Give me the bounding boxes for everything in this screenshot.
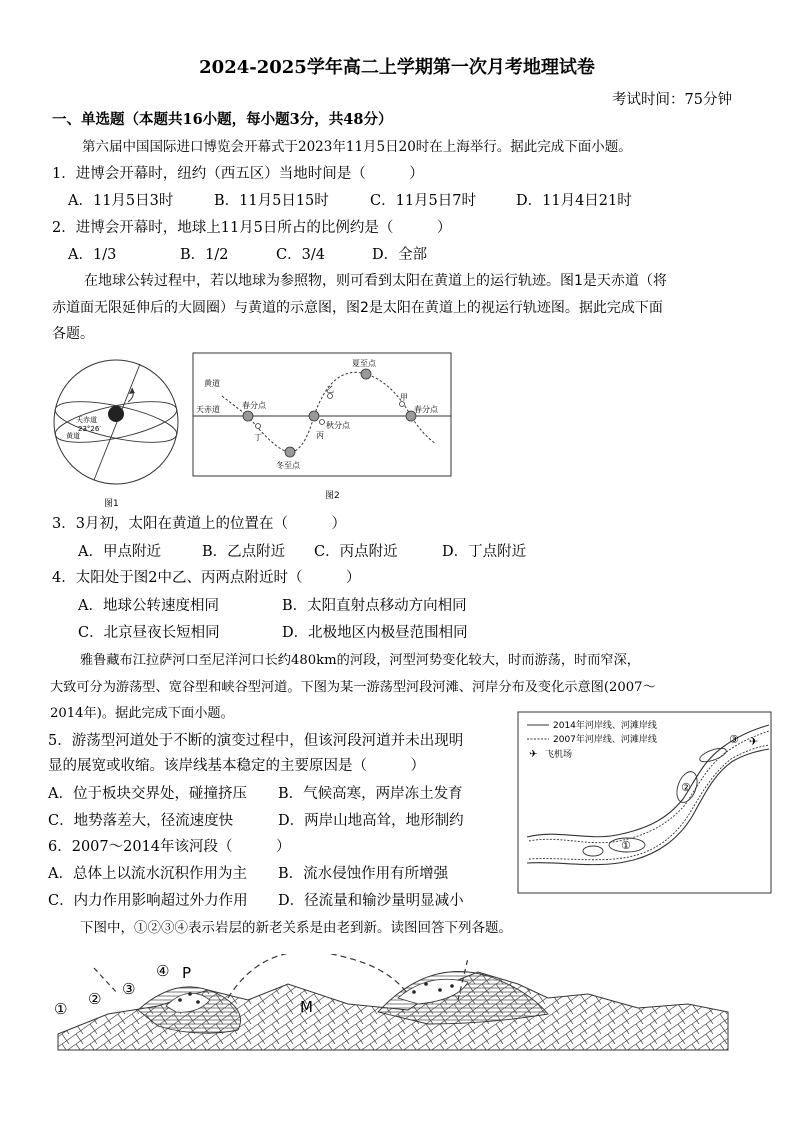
river-marker-2: ② (681, 781, 691, 794)
fig2-label-celestial-equator: 天赤道 (196, 405, 220, 414)
intro-2-line-3: 各题。 (52, 326, 94, 342)
figure-2-caption: 图2 (325, 491, 340, 501)
fig2-label-ecliptic: 黄道 (204, 379, 220, 388)
question-3-option-a[interactable]: A．甲点附近 (78, 544, 161, 560)
question-2-stem: 2．进博会开幕时，地球上11月5日所占的比例约是（ ） (52, 220, 452, 236)
intro-3-line-3: 2014年)。据此完成下面小题。 (50, 706, 234, 721)
fig2-summer-solstice: 夏至点 (352, 359, 376, 368)
river-marker-3: ③ (729, 733, 739, 746)
intro-4: 下图中，①②③④表示岩层的新老关系是由老到新。读图回答下列各题。 (80, 920, 512, 936)
question-2-option-b[interactable]: B．1/2 (180, 247, 229, 263)
question-1-option-c[interactable]: C．11月5日7时 (370, 193, 476, 209)
intro-3-line-1: 雅鲁藏布江拉萨河口至尼洋河口长约480km的河段，河型河势变化较大，时而游荡，时而窄深， (80, 653, 640, 668)
legend-2014: 2014年河岸线、河滩岸线 (553, 721, 657, 731)
fig2-vernal-equinox-1: 春分点 (242, 401, 266, 410)
intro-2-line-2: 赤道面无限延伸后的大圆圈）与黄道的示意图，图2是太阳在黄道上的视运行轨迹图。据此完成下面 (52, 300, 663, 316)
question-1-option-d[interactable]: D．11月4日21时 (516, 193, 632, 209)
river-channel-map (517, 711, 773, 895)
question-1-option-a[interactable]: A．11月5日3时 (68, 193, 174, 209)
exam-time: 考试时间：75分钟 (612, 92, 732, 108)
question-4-option-b[interactable]: B．太阳直射点移动方向相同 (282, 598, 467, 614)
point-label-p: P (182, 964, 192, 982)
airport-icon: ✈ (529, 749, 538, 760)
legend-2007: 2007年河岸线、河滩岸线 (553, 735, 657, 745)
question-4-option-d[interactable]: D．北极地区内极昼范围相同 (282, 625, 468, 641)
question-6-option-c[interactable]: C．内力作用影响超过外力作用 (48, 893, 248, 909)
question-6-option-d[interactable]: D．径流量和输沙量明显减小 (278, 893, 464, 909)
layer-label-2: ② (88, 990, 102, 1008)
question-2-option-d[interactable]: D．全部 (372, 247, 428, 263)
question-5-line-1: 5．游荡型河道处于不断的演变过程中，但该河段河道并未出现明 (48, 733, 464, 749)
question-5-option-d[interactable]: D．两岸山地高耸，地形制约 (278, 813, 464, 829)
question-4-option-c[interactable]: C．北京昼夜长短相同 (78, 625, 220, 641)
intro-3-line-2: 大致可分为游荡型、宽谷型和峡谷型河道。下图为某一游荡型河段河滩、河岸分布及变化示意图(2007～ (50, 680, 656, 695)
layer-label-4: ④ (156, 962, 170, 980)
fig1-label-angle: 23°26′ (78, 425, 101, 433)
figure-1-celestial-sphere (50, 352, 190, 512)
section-heading: 一、单选题（本题共16小题，每小题3分，共48分） (52, 111, 393, 128)
question-5-line-2: 显的展宽或收缩。该岸线基本稳定的主要原因是（ ） (48, 758, 425, 774)
question-6-option-b[interactable]: B．流水侵蚀作用有所增强 (278, 866, 449, 882)
fig2-vernal-equinox-2: 春分点 (414, 405, 438, 414)
question-5-option-b[interactable]: B．气候高寒，两岸冻土发育 (278, 786, 463, 802)
figure-2-ecliptic-path (192, 352, 454, 504)
question-5-option-c[interactable]: C．地势落差大，径流速度快 (48, 813, 234, 829)
intro-1: 第六届中国国际进口博览会开幕式于2023年11月5日20时在上海举行。据此完成下面小题。 (82, 139, 632, 155)
question-3-option-d[interactable]: D．丁点附近 (442, 544, 527, 560)
question-3-stem: 3．3月初，太阳在黄道上的位置在（ ） (52, 516, 346, 532)
fig2-point-yi: 乙 (326, 385, 334, 394)
question-6-option-a[interactable]: A．总体上以流水沉积作用为主 (48, 866, 247, 882)
airport-location-icon: ✈ (749, 735, 759, 748)
figure-1-caption: 图1 (104, 499, 119, 509)
question-1-stem: 1．进博会开幕时，纽约（西五区）当地时间是（ ） (52, 166, 424, 182)
question-2-option-c[interactable]: C．3/4 (276, 247, 325, 263)
question-4-stem: 4．太阳处于图2中乙、丙两点附近时（ ） (52, 570, 361, 586)
question-2-option-a[interactable]: A．1/3 (68, 247, 117, 263)
legend-airport: 飞机场 (545, 750, 573, 760)
intro-2-line-1: 在地球公转过程中，若以地球为参照物，则可看到太阳在黄道上的运行轨迹。图1是天赤道（将 (84, 273, 667, 289)
fig2-point-jia: 甲 (400, 393, 408, 402)
question-4-option-a[interactable]: A．地球公转速度相同 (78, 598, 219, 614)
river-marker-1: ① (621, 839, 631, 852)
point-label-m: M (300, 998, 313, 1016)
question-5-option-a[interactable]: A．位于板块交界处，碰撞挤压 (48, 786, 247, 802)
fig2-winter-solstice: 冬至点 (276, 461, 300, 470)
question-6-stem: 6．2007～2014年该河段（ ） (48, 839, 291, 855)
fig2-point-ding: 丁 (254, 433, 262, 442)
fig1-label-celestial-equator: 天赤道 (76, 416, 97, 424)
layer-label-3: ③ (122, 980, 136, 998)
question-1-option-b[interactable]: B．11月5日15时 (214, 193, 329, 209)
fig2-point-bing: 丙 (316, 431, 324, 440)
question-3-option-b[interactable]: B．乙点附近 (202, 544, 286, 560)
page-title: 2024-2025学年高二上学期第一次月考地理试卷 (199, 57, 595, 78)
fig1-label-ecliptic: 黄道 (66, 432, 80, 440)
layer-label-1: ① (54, 1000, 68, 1018)
question-3-option-c[interactable]: C．丙点附近 (314, 544, 398, 560)
geological-cross-section (48, 954, 738, 1054)
fig2-autumn-equinox: 秋分点 (326, 421, 350, 430)
